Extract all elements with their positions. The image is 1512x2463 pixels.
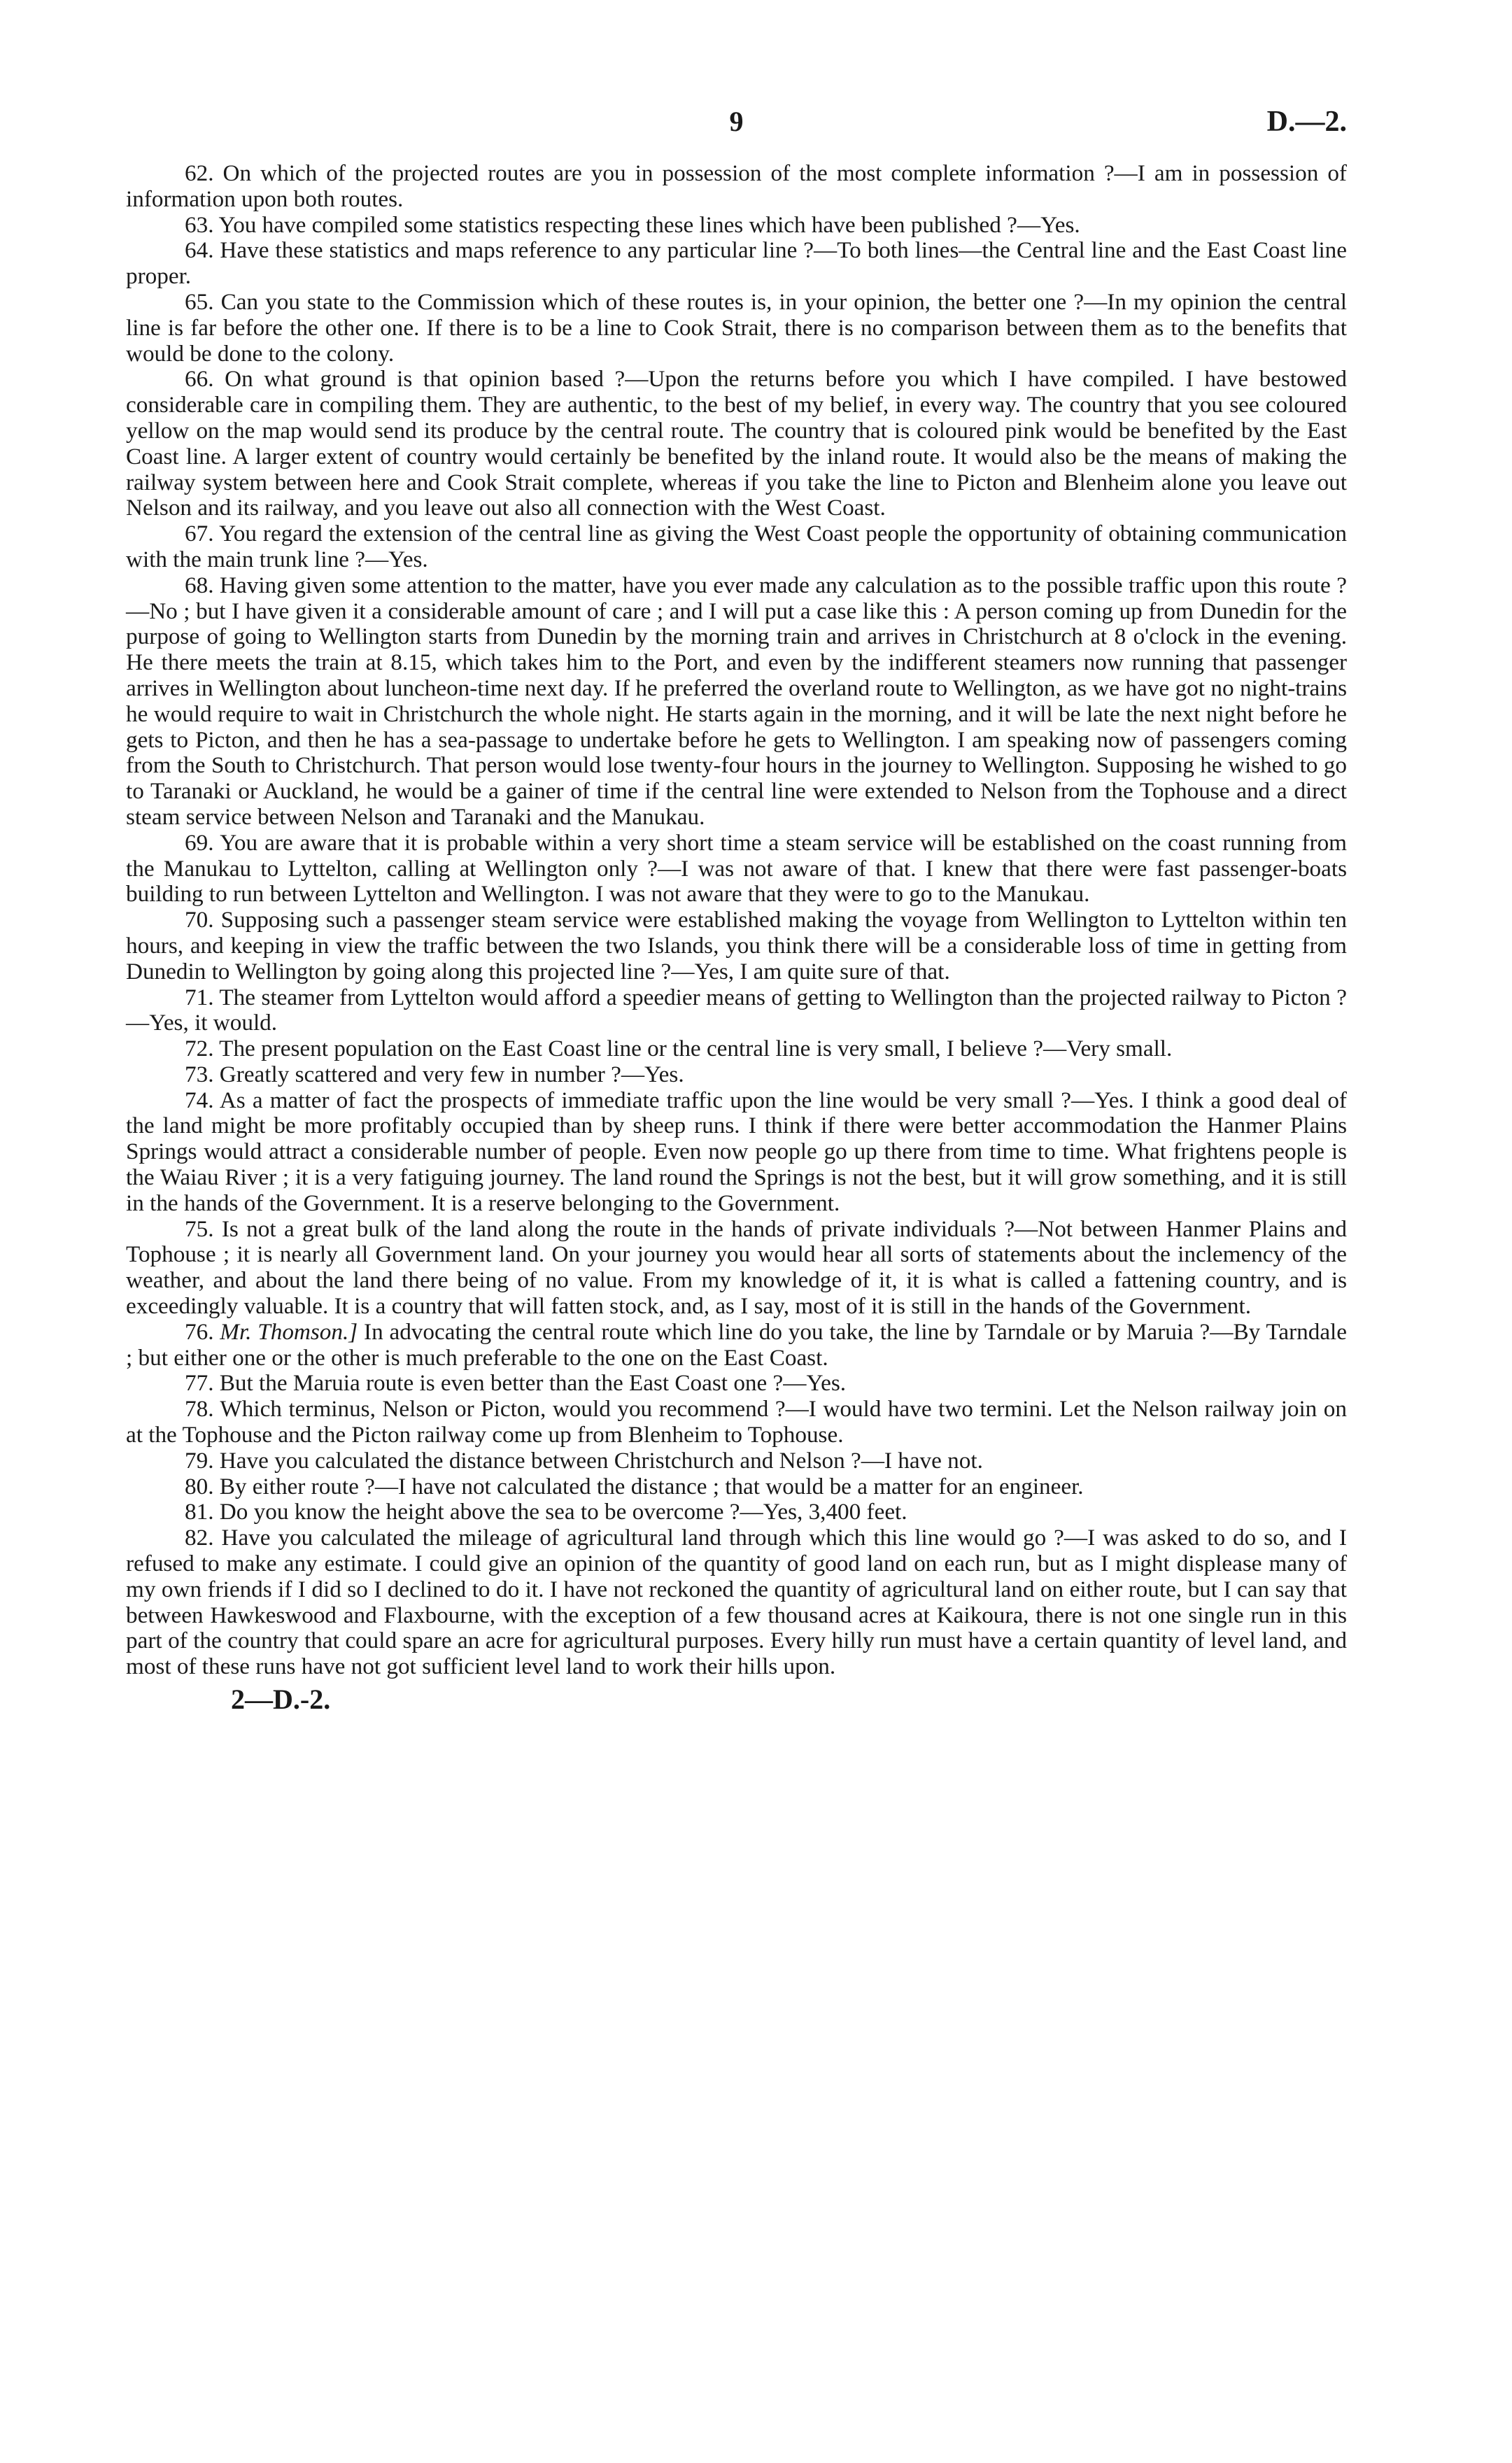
paragraph-q79: 79. Have you calculated the distance between Christchurch and Nelson ?—I have not. xyxy=(185,1447,983,1474)
paragraph-q65: 65. Can you state to the Commission which of these routes is, in your opinion, the better one ?—In my opinion the central line is far before the other one. If there is to be a line to Cook Strait, there is no comparison between them as to the benefits that would be done to the colony. xyxy=(126,288,1347,367)
paragraph-q80: 80. By either route ?—I have not calculated the distance ; that would be a matter for an engineer. xyxy=(185,1473,1084,1499)
paragraph-q71: 71. The steamer from Lyttelton would afford a speedier means of getting to Wellington than the projected railway to Picton ?—Yes, it would. xyxy=(126,984,1347,1036)
paragraph-q69: 69. You are aware that it is probable within a very short time a steam service will be established on the coast running from the Manukau to Lyttelton, calling at Wellington only ?—I was not aware of that. I knew that there were fast passenger-boats building to run between Lyttelton and Wellington. I was not aware that they were to go to the Manukau. xyxy=(126,829,1347,908)
paragraph-q77: 77. But the Maruia route is even better than the East Coast one ?—Yes. xyxy=(185,1370,847,1397)
page xyxy=(126,105,1347,1716)
paragraph-q68: 68. Having given some attention to the matter, have you ever made any calculation as to the possible traffic upon this route ?—No ; but I have given it a considerable amount of care ; and I will put a case like this : A person coming up from Dunedin for the purpose of going to Wellington starts from Dunedin by the morning train and arrives in Christchurch at 8 o'clock in the evening. He there meets the train at 8.15, which takes him to the Port, and even by the indifferent steamers now running that passenger arrives in Wellington about luncheon-time next day. If he preferred the overland route to Wellington, as we have got no night-trains he would require to wait in Christchurch the whole night. He starts again in the morning, and it will be late the next night before he gets to Picton, and then he has a sea-passage to undertake before he gets to Wellington. I am speaking now of passengers coming from the South to Christchurch. That person would lose twenty-four hours in the journey to Wellington. Supposing he wished to go to Taranaki or Auckland, he would be a gainer of time if the central line were extended to Nelson from the Tophouse and a direct steam service between Nelson and Taranaki and the Manukau. xyxy=(126,572,1347,830)
paragraph-q66: 66. On what ground is that opinion based ?—Upon the returns before you which I have compiled. I have bestowed considerable care in compiling them. They are authentic, to the best of my belief, in every way. The country that you see coloured yellow on the map would send its produce by the central route. The country that is coloured pink would be benefited by the East Coast line. A larger extent of country would certainly be benefited by the inland route. It would also be the means of making the railway system between here and Cook Strait complete, whereas if you take the line to Picton and Blenheim alone you leave out Nelson and its railway, and you leave out also all connection with the West Coast. xyxy=(126,366,1347,521)
document-reference: D.—2. xyxy=(1266,106,1347,138)
signature-mark: 2—D.-2. xyxy=(231,1684,331,1716)
paragraph-q72: 72. The present population on the East Coast line or the central line is very small, I believe ?—Very small. xyxy=(185,1036,1173,1062)
page-number: 9 xyxy=(729,106,744,137)
paragraph-q76 xyxy=(126,1320,1347,1371)
paragraph-q78: 78. Which terminus, Nelson or Picton, would you recommend ?—I would have two termini. Let the Nelson railway join on at the Tophouse and the Picton railway come up from Blenheim to Tophouse. xyxy=(126,1396,1347,1448)
page-header xyxy=(126,105,1347,161)
paragraph-q81: 81. Do you know the height above the sea to be overcome ?—Yes, 3,400 feet. xyxy=(185,1499,907,1525)
paragraph-q63: 63. You have compiled some statistics respecting these lines which have been published ?—Yes. xyxy=(185,211,1080,238)
paragraph-q74: 74. As a matter of fact the prospects of immediate traffic upon the line would be very small ?—Yes. I think a good deal of the land might be more profitably occupied than by sheep runs. I think if there were better accommodation the Hanmer Plains Springs would attract a considerable number of people. Even now people go up there from time to time. What frightens people is the Waiau River ; it is a very fatiguing journey. The land round the Springs is not the best, but it will grow something, and it is still in the hands of the Government. It is a reserve belonging to the Government. xyxy=(126,1087,1347,1216)
paragraph-q75: 75. Is not a great bulk of the land along the route in the hands of private individuals ?—Not between Hanmer Plains and Tophouse ; it is nearly all Government land. On your journey you would hear all sorts of statements about the inclemency of the weather, and about the land there being of no value. From my knowledge of it, it is what is called a fattening country, and is exceedingly valuable. It is a country that will fatten stock, and, as I say, most of it is still in the hands of the Government. xyxy=(126,1215,1347,1320)
paragraph-q70: 70. Supposing such a passenger steam service were established making the voyage from Wellington to Lyttelton within ten hours, and keeping in view the traffic between the two Islands, you think there will be a considerable loss of time in getting from Dunedin to Wellington by going along this projected line ?—Yes, I am quite sure of that. xyxy=(126,907,1347,985)
paragraph-q82: 82. Have you calculated the mileage of agricultural land through which this line would go ?—I was asked to do so, and I refused to make any estimate. I could give an opinion of the quantity of good land on each run, but as I might displease many of my own friends if I did so I declined to do it. I have not reckoned the quantity of agricultural land on either route, but I can say that between Hawkeswood and Flaxbourne, with the exception of a few thousand acres at Kaikoura, there is not one single run in this part of the country that could spare an acre for agricultural purposes. Every hilly run must have a certain quantity of level land, and most of these runs have not got sufficient level land to work their hills upon. xyxy=(126,1525,1347,1680)
question-text: In advocating the central route which line do you take, the line by Tarndale or by Maruia ?—By Tarndale ; but either one or the other is much preferable to the one on the East Coast. xyxy=(126,1318,1348,1371)
question-number: 76. xyxy=(185,1318,214,1345)
speaker-name: Mr. Thomson.] xyxy=(220,1318,358,1345)
paragraph-q73: 73. Greatly scattered and very few in number ?—Yes. xyxy=(185,1061,684,1087)
paragraph-q64: 64. Have these statistics and maps reference to any particular line ?—To both lines—the Central line and the East Coast line proper. xyxy=(126,237,1347,290)
paragraph-q67: 67. You regard the extension of the central line as giving the West Coast people the opportunity of obtaining communication with the main trunk line ?—Yes. xyxy=(126,521,1347,572)
body-text xyxy=(126,161,1347,1680)
paragraph-q62: 62. On which of the projected routes are you in possession of the most complete information ?—I am in possession of information upon both routes. xyxy=(126,160,1347,212)
